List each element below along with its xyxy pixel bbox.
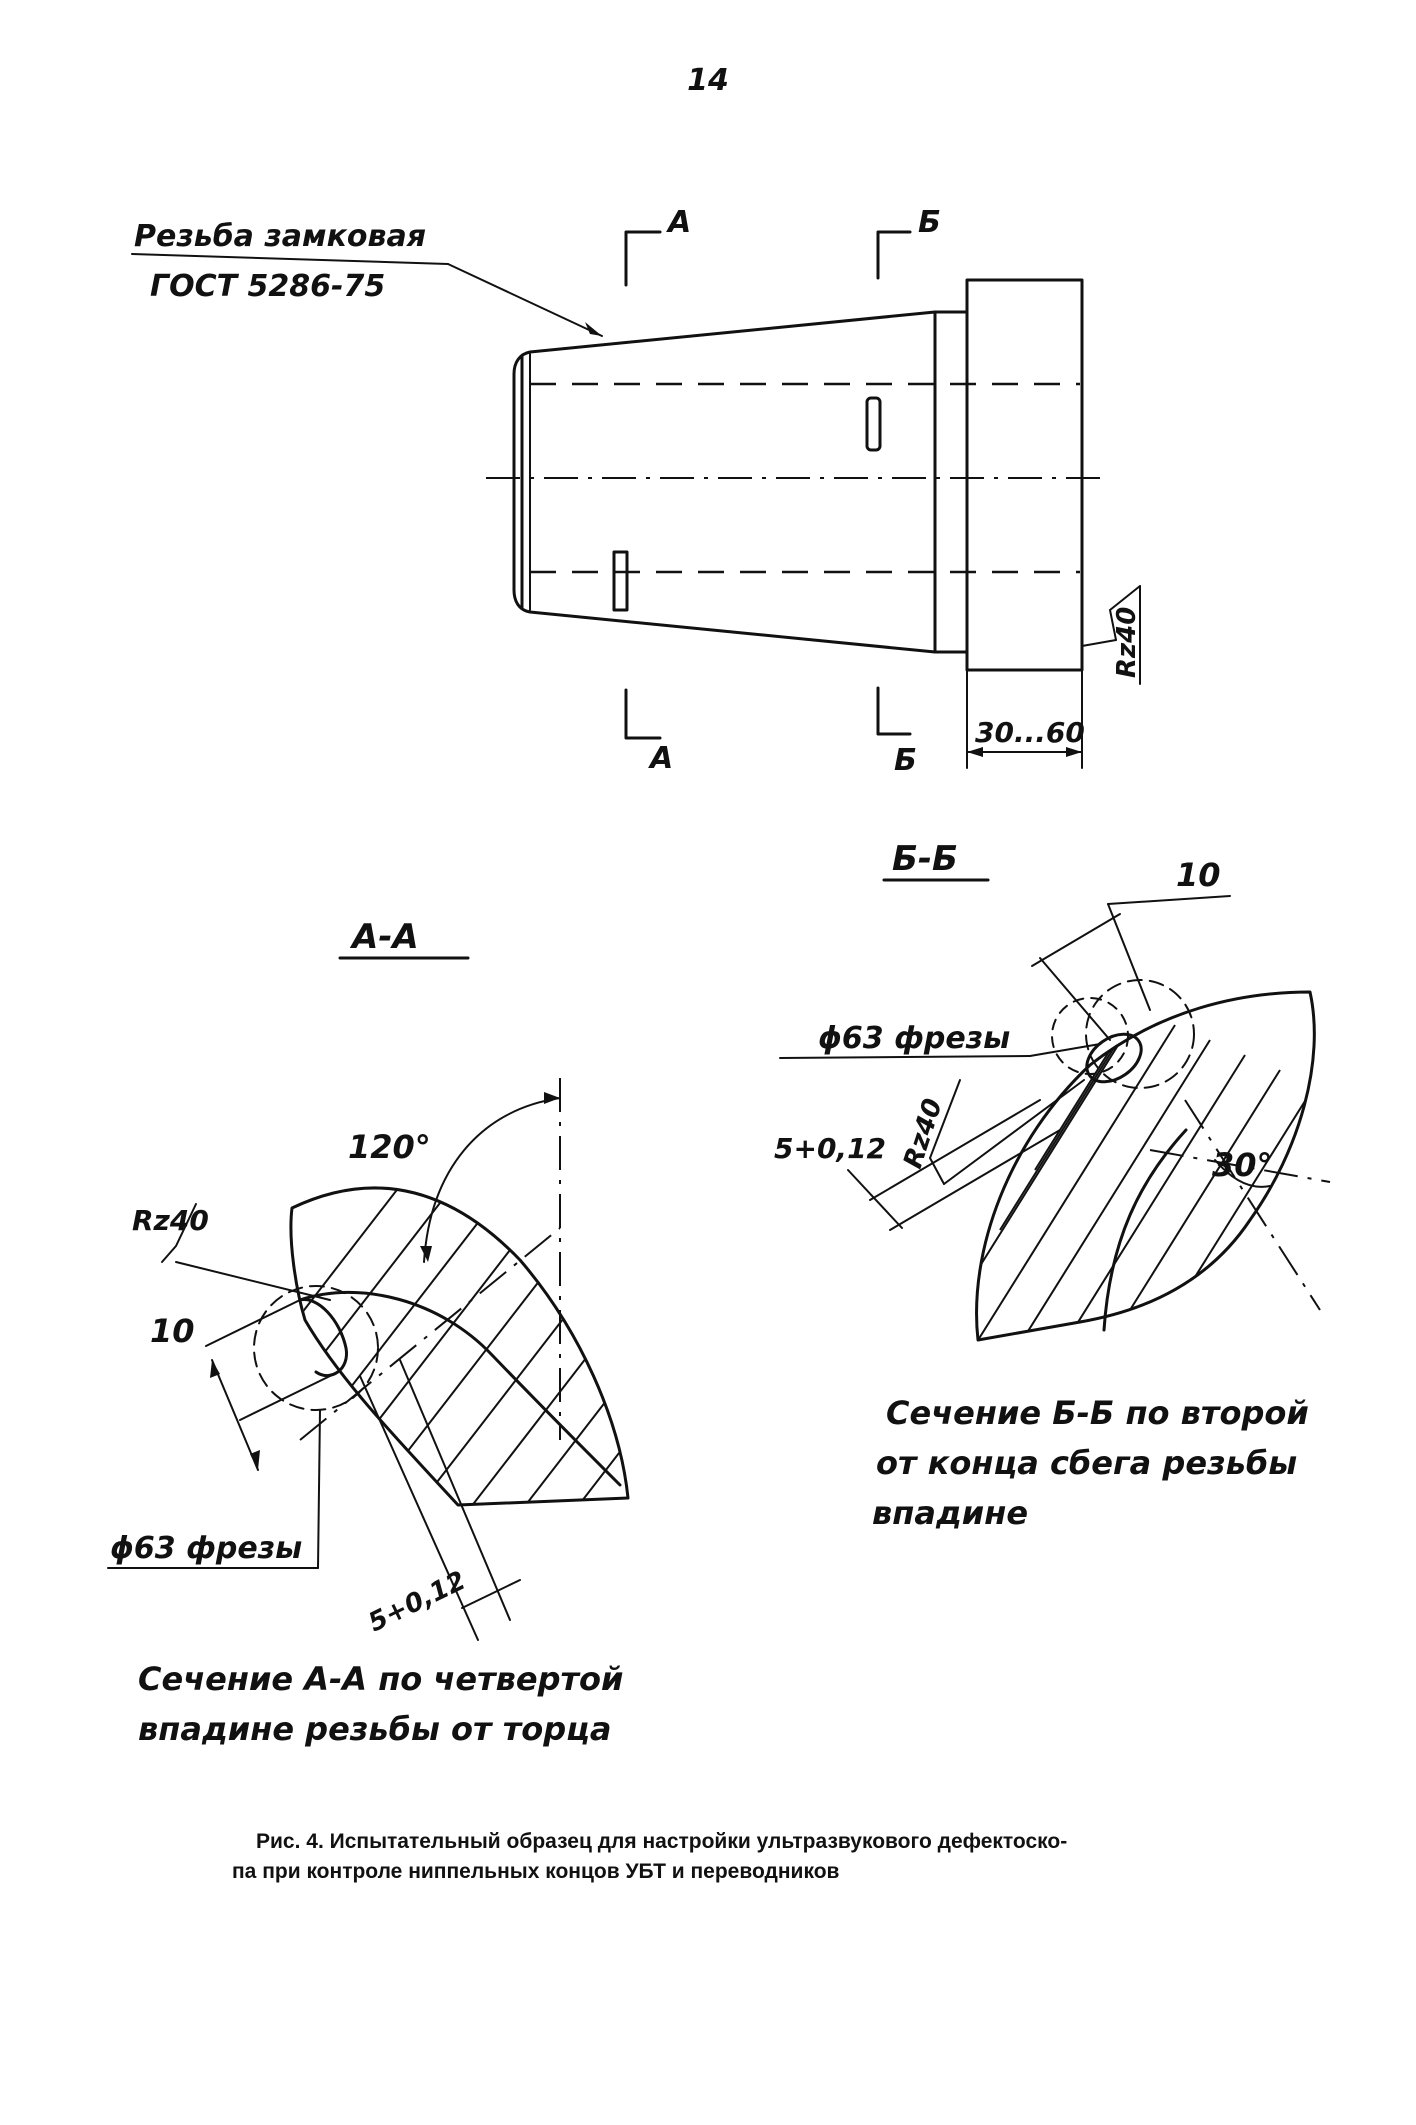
section-aa-caption-line2: впадине резьбы от торца — [138, 1710, 612, 1748]
section-aa-caption-line1: Сечение А-А по четвертой — [138, 1660, 624, 1698]
section-bb-depth-label: 5+0,12 — [774, 1132, 887, 1165]
section-bb-depth-dim-line — [848, 1170, 902, 1228]
section-aa-angle-arrow-top — [544, 1092, 560, 1104]
roughness-label: Rz40 — [1112, 606, 1142, 678]
head-outline — [967, 280, 1082, 670]
section-aa-width-ext-1 — [206, 1300, 300, 1346]
section-bb-width-dim-line — [1032, 914, 1120, 966]
section-aa-depth-dim-line — [462, 1580, 520, 1608]
section-bb-caption-line2: от конца сбега резьбы — [876, 1444, 1298, 1482]
figure-caption-line1: Рис. 4. Испытательный образец для настройки ультразвукового дефектоско- — [256, 1830, 1068, 1853]
section-bb — [774, 839, 1350, 1532]
section-bb-cutter-shelf — [780, 1056, 1030, 1058]
neck-outline — [935, 312, 967, 652]
section-mark-b-bottom-label: Б — [894, 743, 917, 778]
section-aa-angle-arc — [424, 1098, 560, 1262]
section-mark-b-bottom — [878, 688, 910, 734]
dim-length-label: 30...60 — [975, 716, 1085, 749]
section-mark-a-top — [626, 232, 660, 285]
section-bb-title: Б-Б — [892, 839, 958, 879]
section-aa-width-label: 10 — [150, 1312, 195, 1350]
section-aa-hatching — [250, 1160, 690, 1650]
section-aa-roughness-leader — [176, 1262, 330, 1300]
section-bb-width-label: 10 — [1176, 856, 1221, 894]
thread-label-line2: ГОСТ 5286-75 — [150, 269, 386, 304]
thread-leader-line — [448, 264, 602, 336]
section-bb-roughness-label: Rz40 — [898, 1095, 949, 1173]
section-bb-width-ext-2 — [1108, 904, 1150, 1010]
section-aa-roughness-label: Rz40 — [132, 1204, 209, 1237]
section-bb-width-shelf — [1108, 896, 1230, 904]
thread-leader-shelf — [132, 254, 448, 264]
section-bb-axis-1 — [1185, 1100, 1320, 1310]
section-mark-a-top-label: А — [668, 205, 692, 240]
section-bb-cutter-label: ϕ63 фрезы — [818, 1021, 1011, 1056]
page-number: 14 — [687, 63, 729, 98]
section-aa-cutter-label: ϕ63 фрезы — [110, 1531, 303, 1566]
notch-upper — [867, 398, 880, 450]
main-view — [132, 205, 1142, 778]
figure-caption-line2: па при контроле ниппельных концов УБТ и переводников — [232, 1860, 840, 1883]
section-aa — [108, 917, 690, 1748]
section-aa-angle-arrow-bottom — [420, 1246, 432, 1262]
section-bb-depth-ext-1 — [870, 1100, 1040, 1200]
section-mark-a-bottom — [626, 690, 660, 738]
section-aa-depth-label: 5+0,12 — [363, 1565, 471, 1639]
section-bb-caption-line1: Сечение Б-Б по второй — [886, 1394, 1309, 1432]
section-mark-b-top — [878, 232, 910, 278]
thread-label-line1: Резьба замковая — [134, 219, 427, 254]
section-bb-caption-line3: впадине — [872, 1494, 1029, 1532]
section-bb-bore-arc — [1104, 1130, 1186, 1330]
section-aa-angle-label: 120° — [348, 1128, 431, 1166]
section-mark-b-top-label: Б — [918, 205, 941, 240]
section-aa-outline — [291, 1188, 628, 1505]
section-mark-a-bottom-label: А — [650, 741, 674, 776]
notch-lower — [614, 552, 627, 610]
thread-taper-outline — [514, 312, 935, 652]
section-aa-cutter-leader — [318, 1410, 320, 1568]
section-bb-angle-label: 30° — [1212, 1146, 1273, 1184]
section-aa-slot — [300, 1300, 347, 1376]
roughness-pointer — [1082, 640, 1116, 646]
section-aa-width-ext-2 — [240, 1376, 330, 1420]
section-aa-title: А-А — [352, 917, 419, 957]
